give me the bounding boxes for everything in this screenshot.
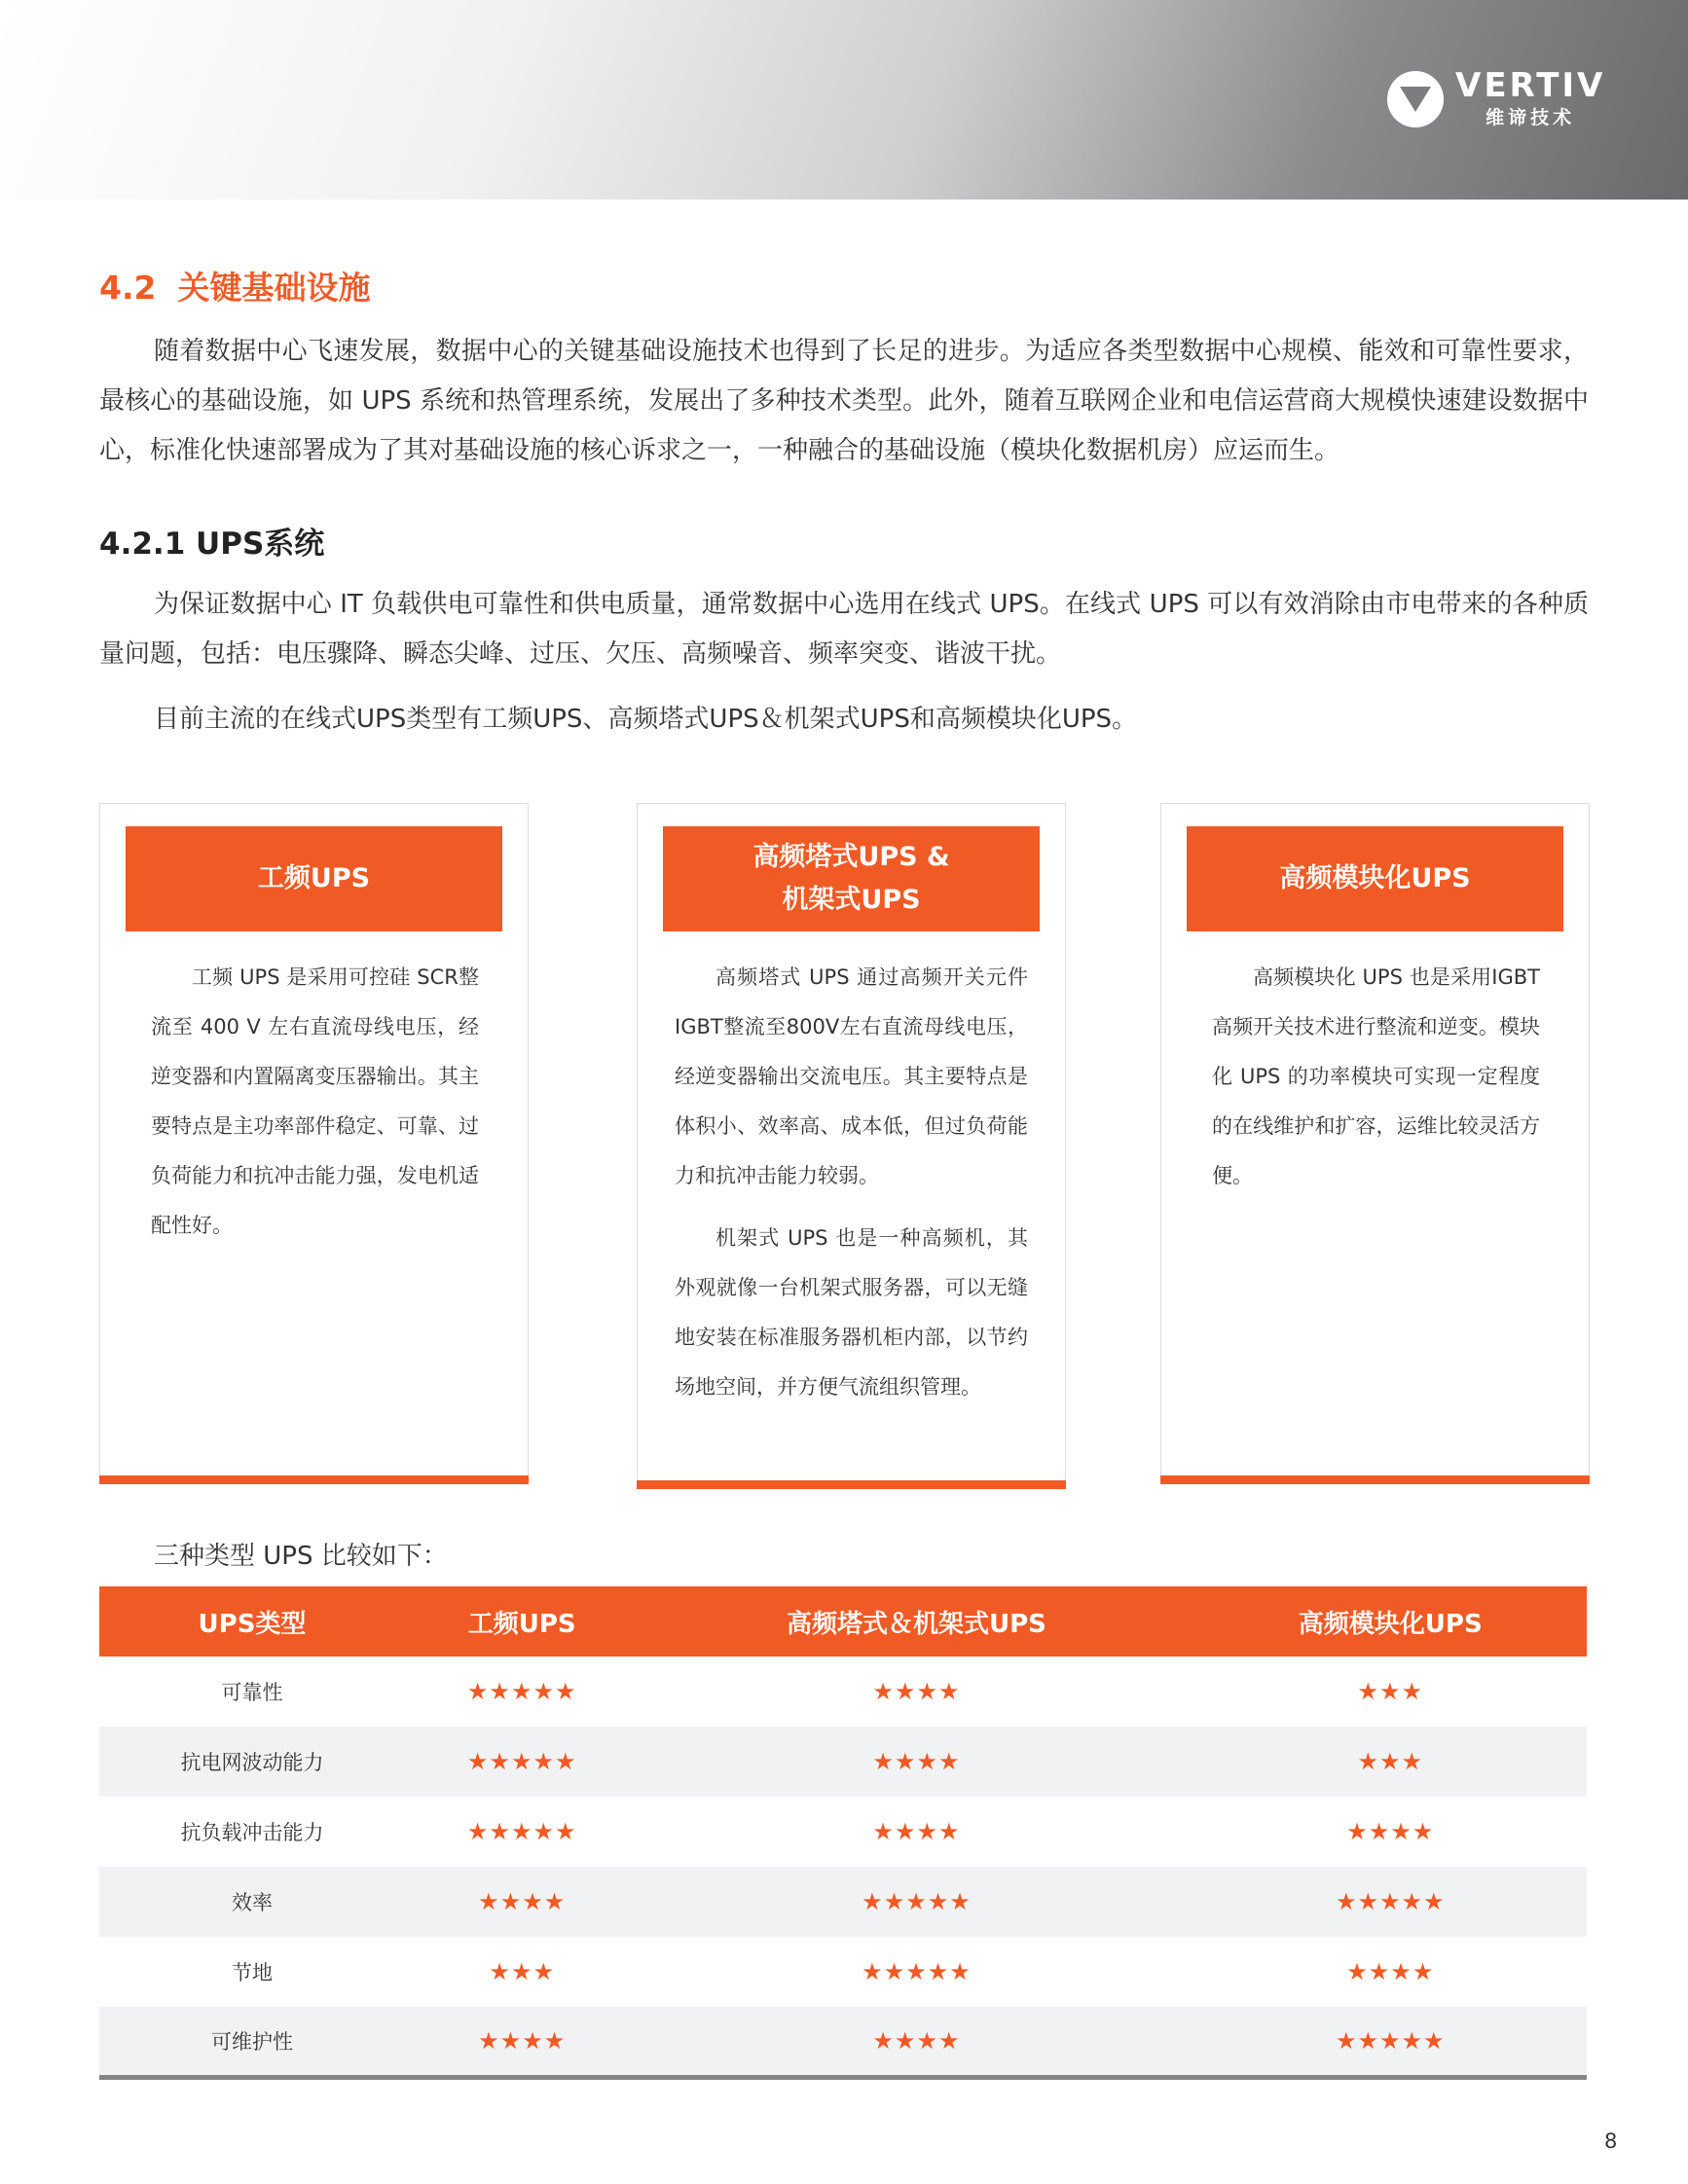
vertiv-logo <box>1387 68 1605 129</box>
star-icons: ★★★ <box>1357 1678 1424 1705</box>
star-icons: ★★★★ <box>478 1888 567 1915</box>
row-label: 可靠性 <box>221 1681 283 1704</box>
row-label: 效率 <box>99 1867 405 1937</box>
star-icons: ★★★★★ <box>1335 2026 1446 2055</box>
star-icons: ★★★★ <box>872 1748 961 1775</box>
table-row <box>99 1727 1587 1797</box>
star-rating <box>639 1867 1193 1937</box>
column-header: 高频塔式＆机架式UPS <box>639 1586 1193 1656</box>
section-intro: 随着数据中心飞速发展，数据中心的关键基础设施技术也得到了长足的进步。为适应各类型数据中心规模、能效和可靠性要求，最核心的基础设施，如 UPS 系统和热管理系统，发展出了多种技术类型。此外，随着互联网企业和电信运营商大规模快速建设数据中心，标准化快速部署成为了其对基础设施的核心诉求之一，一种融合的基础设施（模块化数据机房）应运而生。 <box>99 337 1589 465</box>
star-icons: ★★★★ <box>872 2026 961 2055</box>
star-rating <box>639 1937 1193 2007</box>
table-row <box>99 1937 1587 2007</box>
card-power-frequency-ups <box>99 803 529 1484</box>
section-number: 4.2 <box>99 269 157 307</box>
column-header: 工频UPS <box>405 1586 639 1656</box>
page-header <box>0 0 1688 200</box>
row-label: 节地 <box>231 1961 273 1984</box>
star-rating <box>405 2007 639 2077</box>
comparison-caption: 三种类型 UPS 比较如下： <box>154 1542 448 1571</box>
star-icons: ★★★★ <box>1346 1958 1435 1985</box>
star-icons: ★★★★★ <box>466 1678 577 1705</box>
star-rating <box>639 1656 1193 1727</box>
logo-cn: 维谛技术 <box>1486 107 1576 128</box>
ups-para-1: 为保证数据中心 IT 负载供电可靠性和供电质量，通常数据中心选用在线式 UPS。在线式 UPS 可以有效消除由市电带来的各种质量问题，包括：电压骤降、瞬态尖峰、过压、欠压、高频噪音、频率突变、谐波干扰。 <box>99 590 1589 669</box>
card-accent-bar <box>99 1475 529 1484</box>
section-title: 关键基础设施 <box>177 269 371 307</box>
star-icons: ★★★★★ <box>1335 1888 1446 1915</box>
star-icons: ★★★★ <box>478 2026 567 2055</box>
star-rating <box>1194 1727 1588 1797</box>
card-title: 工频UPS <box>126 826 502 931</box>
star-rating <box>1194 2007 1588 2077</box>
star-rating <box>639 1727 1193 1797</box>
star-rating <box>1194 1867 1588 1937</box>
logo-word: VERTIV <box>1455 66 1606 105</box>
star-icons: ★★★★★ <box>862 1888 972 1915</box>
column-header: 高频模块化UPS <box>1194 1586 1588 1656</box>
comparison-table <box>99 1586 1587 2080</box>
row-label: 可维护性 <box>99 2007 405 2077</box>
star-rating <box>405 1727 639 1797</box>
card-text: 工频 UPS 是采用可控硅 SCR整流至 400 V 左右直流母线电压，经逆变器和内置隔离变压器输出。其主要特点是主功率部件稳定、可靠、过负荷能力和抗冲击能力强，发电机适配性好。 <box>151 965 479 1237</box>
star-rating <box>639 1797 1193 1867</box>
star-rating <box>1194 1797 1588 1867</box>
card-text: 机架式 UPS 也是一种高频机，其外观就像一台机架式服务器，可以无缝地安装在标准服务器机柜内部，以节约场地空间，并方便气流组织管理。 <box>675 1226 1028 1399</box>
star-rating <box>639 2007 1193 2077</box>
star-rating <box>405 1867 639 1937</box>
card-accent-bar <box>637 1480 1066 1489</box>
star-icons: ★★★★ <box>872 1678 961 1705</box>
star-rating <box>1194 1656 1588 1727</box>
star-rating <box>405 1656 639 1727</box>
card-title: 高频塔式UPS & 机架式UPS <box>663 826 1040 931</box>
star-rating <box>405 1797 639 1867</box>
star-icons: ★★★ <box>1357 1748 1424 1775</box>
star-icons: ★★★★★ <box>466 1748 577 1775</box>
star-icons: ★★★★★ <box>862 1958 972 1985</box>
star-rating <box>1194 1937 1588 2007</box>
table-row <box>99 1797 1587 1867</box>
vertiv-logo-icon <box>1387 71 1444 127</box>
column-header: UPS类型 <box>99 1586 405 1656</box>
table-row <box>99 2007 1587 2077</box>
star-icons: ★★★★★ <box>466 1818 577 1845</box>
section-heading <box>99 263 391 309</box>
page-number: 8 <box>1604 2129 1618 2153</box>
card-text: 高频模块化 UPS 也是采用IGBT高频开关技术进行整流和逆变。模块化 UPS 的功率模块可实现一定程度的在线维护和扩容，运维比较灵活方便。 <box>1212 965 1540 1187</box>
star-rating <box>405 1937 639 2007</box>
table-row <box>99 1867 1587 1937</box>
card-accent-bar <box>1160 1475 1590 1484</box>
star-icons: ★★★★ <box>872 1818 961 1845</box>
card-text: 高频塔式 UPS 通过高频开关元件IGBT整流至800V左右直流母线电压，经逆变器输出交流电压。其主要特点是体积小、效率高、成本低，但过负荷能力和抗冲击能力较弱。 <box>675 965 1028 1187</box>
card-title: 高频模块化UPS <box>1187 826 1563 931</box>
table-row <box>99 1656 1587 1727</box>
star-icons: ★★★★ <box>1346 1818 1435 1845</box>
row-label: 抗负载冲击能力 <box>180 1821 324 1844</box>
card-tower-rack-ups <box>637 803 1066 1489</box>
ups-para-2: 目前主流的在线式UPS类型有工频UPS、高频塔式UPS＆机架式UPS和高频模块化UPS。 <box>154 705 1138 734</box>
card-modular-ups <box>1160 803 1590 1484</box>
subsection-title: 4.2.1 UPS系统 <box>99 527 325 562</box>
star-icons: ★★★ <box>489 1958 555 1985</box>
row-label: 抗电网波动能力 <box>99 1727 405 1797</box>
